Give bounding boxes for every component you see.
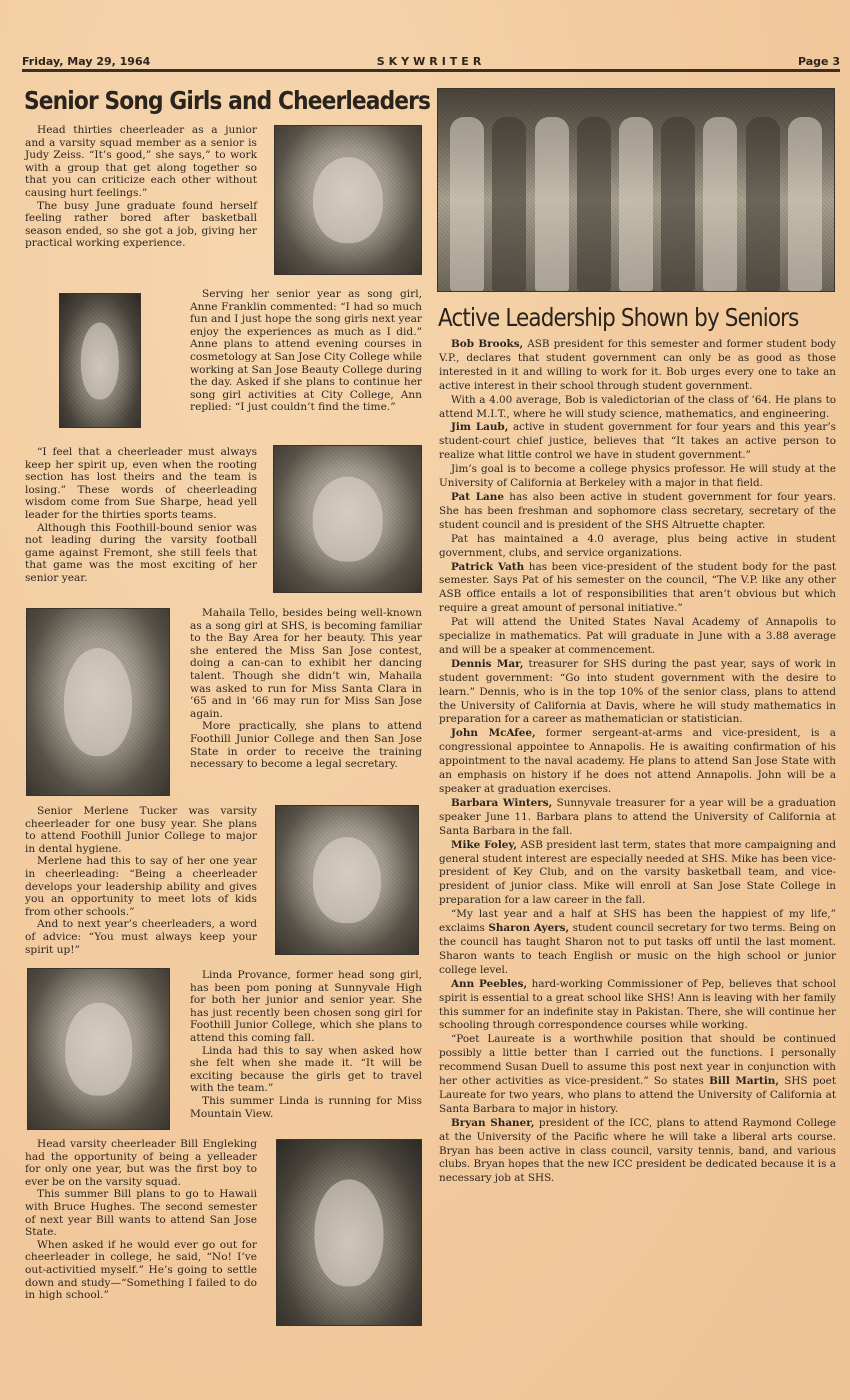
paragraph bbox=[439, 839, 836, 909]
paragraph: And to next year’s cheerleaders, a word of advice: “You must always keep your spirit up!” bbox=[25, 918, 257, 956]
paragraph-lead: “Poet Laureate is a worthwhile position that should be continued possibly a little better than I carried out the functions. I personally recommend Susan Duell to assume this post next year in conjunction with her other activities as vice-president.” So states bbox=[439, 1033, 836, 1088]
paragraph-text: active in student government for four years and this year’s student-court chief justice, believes that “It takes an active person to realize what little control we have in student government.” bbox=[439, 421, 836, 462]
person-name: Ann Peebles, bbox=[451, 977, 528, 990]
photo-anne-franklin bbox=[59, 293, 141, 428]
paragraph-text: has also been active in student government for four years. She has been freshman and sophomore class secretary, secretary of the student council and is president of the SHS Altruette chapter. bbox=[439, 490, 837, 531]
paragraph bbox=[439, 394, 836, 422]
paragraph bbox=[439, 727, 836, 797]
photo-linda-provance bbox=[27, 968, 170, 1130]
paragraph bbox=[439, 463, 836, 491]
page-number: Page 3 bbox=[797, 55, 840, 68]
left-headline: Senior Song Girls and Cheerleaders bbox=[24, 86, 431, 115]
sue-sharpe-text bbox=[25, 446, 257, 585]
paragraph-text: president of the ICC, plans to attend Raymond College at the University of the Pacific where he will take a liberal arts course. Bryan has been active in class council, varsity tennis, band, and various clubs. Bryan hopes that the new ICC president be dedicated because it is a necessary job at SHS. bbox=[439, 1116, 836, 1185]
active-leadership-text bbox=[439, 338, 836, 1186]
paragraph bbox=[439, 797, 836, 839]
paragraph bbox=[439, 533, 836, 561]
person-name: Dennis Mar, bbox=[451, 657, 524, 670]
bill-engleking-text bbox=[25, 1138, 257, 1302]
paragraph: The busy June graduate found herself feeling rather bored after basketball season ended, so she got a job, giving her practical working experience. bbox=[25, 199, 257, 250]
paragraph bbox=[439, 978, 836, 1034]
paragraph-text: treasurer for SHS during the past year, says of work in student government: “Go into student government with the desire to learn.” Dennis, who is in the top 10% of the senior class, plans to attend the University of California at Davis, where he will study mathematics in preparation for a career as mathematician or statistician. bbox=[439, 657, 836, 726]
paragraph bbox=[439, 616, 836, 658]
linda-provance-text bbox=[190, 969, 422, 1120]
issue-date: Friday, May 29, 1964 bbox=[22, 55, 151, 68]
person-name: Bryan Shaner, bbox=[451, 1116, 535, 1129]
paragraph-lead: “My last year and a half at SHS has been the happiest of my life,” exclaims bbox=[439, 908, 836, 935]
photo-judy-zeiss bbox=[274, 125, 422, 275]
paragraph: “I feel that a cheerleader must always keep her spirit up, even when the rooting section has lost theirs and the team is losing.” These words of cheerleading wisdom come from Sue Sharpe, head yell leader for the thirties sports teams. bbox=[25, 446, 257, 521]
paragraph bbox=[439, 421, 836, 463]
paragraph-text: SHS poet Laureate for two years, who plans to attend the University of California at Santa Barbara to major in history. bbox=[439, 1075, 837, 1115]
paragraph: Serving her senior year as song girl, Anne Franklin commented: “I had so much fun and I just hope the song girls next year enjoy the experiences as much as I did.” Anne plans to attend evening courses in cosmetology at San Jose City College while working at San Jose Beauty College during the day. Asked if she plans to continue her song girl activities at City College, Ann replied: “I just couldn’t find the time.” bbox=[190, 288, 422, 414]
judy-zeiss-text bbox=[25, 124, 257, 250]
paragraph: Although this Foothill-bound senior was not leading during the varsity football game against Fremont, she still feels that that game was the most exciting of her senior year. bbox=[25, 521, 257, 584]
paragraph: Head varsity cheerleader Bill Engleking had the opportunity of being a yelleader for only one year, but was the first boy to ever be on the varsity squad. bbox=[25, 1138, 257, 1188]
photo-bill-engleking bbox=[276, 1139, 422, 1326]
paragraph bbox=[439, 1033, 836, 1116]
person-name: Sharon Ayers, bbox=[488, 922, 570, 935]
paragraph: Linda Provance, former head song girl, has been pom poning at Sunnyvale High for both her junior and senior year. She has just recently been chosen song girl for Foothill Junior College, which she plans to attend this coming fall. bbox=[190, 969, 422, 1044]
person-name: Bill Martin, bbox=[709, 1075, 779, 1088]
paragraph-text: Jim’s goal is to become a college physics professor. He will study at the University of California at Berkeley with a major in that field. bbox=[439, 463, 836, 490]
paragraph: Linda had this to say when asked how she felt when she made it. “It will be exciting because the girls get to travel with the team.” bbox=[190, 1044, 422, 1095]
masthead bbox=[22, 52, 840, 72]
paragraph-text: ASB president for this semester and former student body V.P., declares that student government can only be as good as those interested in it and willing to work for it. Bob urges every one to take an active interest in their school through student government. bbox=[439, 338, 836, 392]
person-name: Pat Lane bbox=[451, 490, 504, 503]
paragraph-text: With a 4.00 average, Bob is valedictorian of the class of ’64. He plans to attend M.I.T., where he will study science, mathematics, and engineering. bbox=[439, 393, 836, 420]
person-name: Jim Laub, bbox=[451, 421, 509, 434]
photo-sue-sharpe bbox=[273, 445, 422, 593]
person-name: Bob Brooks, bbox=[451, 338, 524, 350]
photo-group-seniors bbox=[437, 88, 835, 292]
photo-mahaila-tello bbox=[26, 608, 170, 796]
person-name: Barbara Winters, bbox=[451, 796, 553, 809]
paragraph-text: former sergeant-at-arms and vice-president, is a congressional appointee to Annapolis. He is awaiting confirmation of his appointment to the naval academy. He plans to attend San Jose State with an emphasis on history if he does not attend Annapolis. John will be a speaker at graduation exercises. bbox=[439, 727, 836, 795]
paragraph-text: has been vice-president of the student body for the past semester. Says Pat of his semester on the council, “The V.P. like any other ASB office entails a lot of responsibilities that aren’t obvious but which require a great amount of personal initiative.” bbox=[439, 560, 837, 615]
paragraph-text: student council secretary for two terms. Being on the council has taught Sharon not to put tasks off until the last moment. Sharon wants to teach English or music on the high school or junior college level. bbox=[439, 922, 836, 976]
paragraph bbox=[439, 561, 836, 617]
paragraph bbox=[439, 338, 836, 394]
person-name: Patrick Vath bbox=[451, 560, 525, 573]
paragraph bbox=[439, 1117, 836, 1187]
paragraph: Merlene had this to say of her one year in cheerleading: “Being a cheerleader develops your leadership ability and gives you an opportunity to meet lots of kids from other schools.” bbox=[25, 855, 257, 918]
paragraph: More practically, she plans to attend Foothill Junior College and then San Jose State in order to receive the training necessary to become a legal secretary. bbox=[190, 720, 422, 771]
person-name: Mike Foley, bbox=[451, 838, 518, 851]
paragraph: Head thirties cheerleader as a junior and a varsity squad member as a senior is Judy Zeiss. “It’s good,” she says,” to work with a group that get along together so that you can criticize each other without causing hurt feelings.” bbox=[25, 124, 257, 199]
right-headline: Active Leadership Shown by Seniors bbox=[438, 303, 799, 332]
anne-franklin-text bbox=[190, 288, 422, 414]
paragraph: Senior Merlene Tucker was varsity cheerleader for one busy year. She plans to attend Foothill Junior College to major in dental hygiene. bbox=[25, 805, 257, 855]
paragraph: This summer Bill plans to go to Hawaii with Bruce Hughes. The second semester of next year Bill wants to attend San Jose State. bbox=[25, 1188, 257, 1239]
paragraph: Mahaila Tello, besides being well-known as a song girl at SHS, is becoming familiar to the Bay Area for her beauty. This year she entered the Miss San Jose contest, doing a can-can to exhibit her dancing talent. Though she didn’t win, Mahaila was asked to run for Miss Santa Clara in ’65 and in ’66 may run for Miss San Jose again. bbox=[190, 607, 422, 720]
paragraph-text: hard-working Commissioner of Pep, believes that school spirit is essential to a great school like SHS! Ann is leaving with her family this summer for an indefinite stay in Pakistan. There, she will continue her schooling through correspondence courses while working. bbox=[439, 977, 836, 1032]
paragraph bbox=[439, 491, 836, 533]
paragraph-text: Pat has maintained a 4.0 average, plus being active in student government, clubs, and service organizations. bbox=[439, 532, 836, 559]
paragraph: This summer Linda is running for Miss Mountain View. bbox=[190, 1094, 422, 1120]
paragraph: When asked if he would ever go out for cheerleader in college, he said, “No! I’ve out-activitied myself.” He’s going to settle down and study—“Something I failed to do in high school.” bbox=[25, 1238, 257, 1302]
mahaila-tello-text bbox=[190, 607, 422, 771]
paragraph-text: ASB president last term, states that more campaigning and general student interest are especially needed at SHS. Mike has been vice-president of Key Club, and on the varsity basketball team, and vice-president of junior class. Mike will enroll at San Jose State College in preparation for a law career in the fall. bbox=[439, 838, 836, 907]
paragraph bbox=[439, 658, 836, 728]
paragraph bbox=[439, 908, 836, 978]
merlene-tucker-text bbox=[25, 805, 257, 956]
paragraph-text: Pat will attend the United States Naval Academy of Annapolis to specialize in mathematics. Pat will graduate in June with a 3.88 average and will be a speaker at commencement. bbox=[439, 616, 836, 656]
person-name: John McAfee, bbox=[451, 727, 536, 740]
newspaper-name: SKYWRITER bbox=[376, 55, 486, 68]
paragraph-text: Sunnyvale treasurer for a year will be a graduation speaker June 11. Barbara plans to attend the University of California at Santa Barbara in the fall. bbox=[439, 796, 836, 837]
photo-merlene-tucker bbox=[275, 805, 419, 955]
